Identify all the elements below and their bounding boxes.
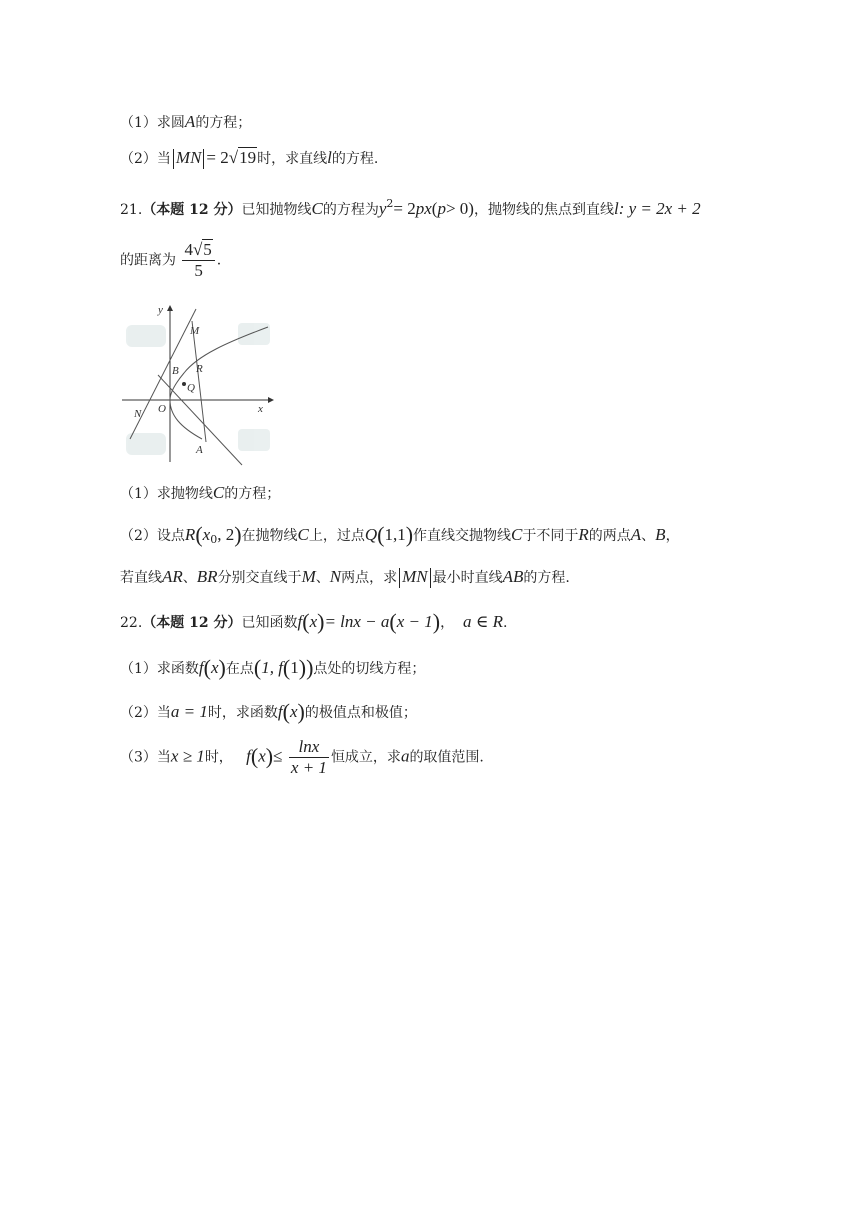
q20-part1: （1）求圆A的方程； [120, 112, 252, 131]
q21-part2-line2: 若直线AR、BR分别交直线于M、N两点，求 MN 最小时直线AB的方程. [120, 567, 570, 586]
label-y: y [158, 304, 163, 316]
y-axis-arrow [167, 305, 173, 311]
q21-part2-line1: （2）设点$R(x_0$, 2)在抛物线C上，过点Q(1,1)作直线交抛物线C于不同于R的两点A、B， [120, 522, 680, 547]
label-n: N [134, 408, 142, 420]
label-b: B [172, 365, 179, 377]
ineq-fraction: $\frac{\ln x}{x + 1}$ [290, 737, 327, 777]
watermark-logo [126, 323, 270, 455]
q21-part1: （1）求抛物线C的方程； [120, 483, 281, 502]
label-x: x [258, 403, 263, 415]
label-q: Q [187, 382, 195, 394]
q22-part1: （1）求函数f(x)在点(1, f(1))点处的切线方程； [120, 655, 426, 680]
x-axis-arrow [268, 397, 274, 403]
label-o: O [158, 403, 166, 415]
parabola-figure [118, 297, 278, 467]
q22-part3: （3）当x ≥ 1时， f(x)≤ $\frac{\ln x}{x + 1}$ 恒成立，求a的取值范围. [120, 737, 484, 777]
q22-part2: （2）当a = 1时，求函数f(x)的极值点和极值； [120, 699, 417, 724]
label-r: R [196, 363, 203, 375]
distance-fraction: $\frac{4√5}{5}$ [182, 240, 214, 281]
label-a: A [196, 444, 203, 456]
q21-stem-line1: 21.（本题 12 分）已知抛物线C的方程为$y^2= 2px(p> 0)$，抛物线的焦点到直线l: y = 2x + 2 [120, 197, 701, 218]
q22-stem: 22.（本题 12 分）已知函数f(x)= lnx − a(x − 1)， a ∈ R. [120, 609, 508, 634]
label-m: M [190, 325, 200, 337]
q20-part2: （2）当 MN = 2√19时，求直线l的方程. [120, 148, 379, 167]
q21-stem-line2: 的距离为 $\frac{4√5}{5}$ . [120, 240, 222, 280]
point-q [182, 382, 186, 386]
